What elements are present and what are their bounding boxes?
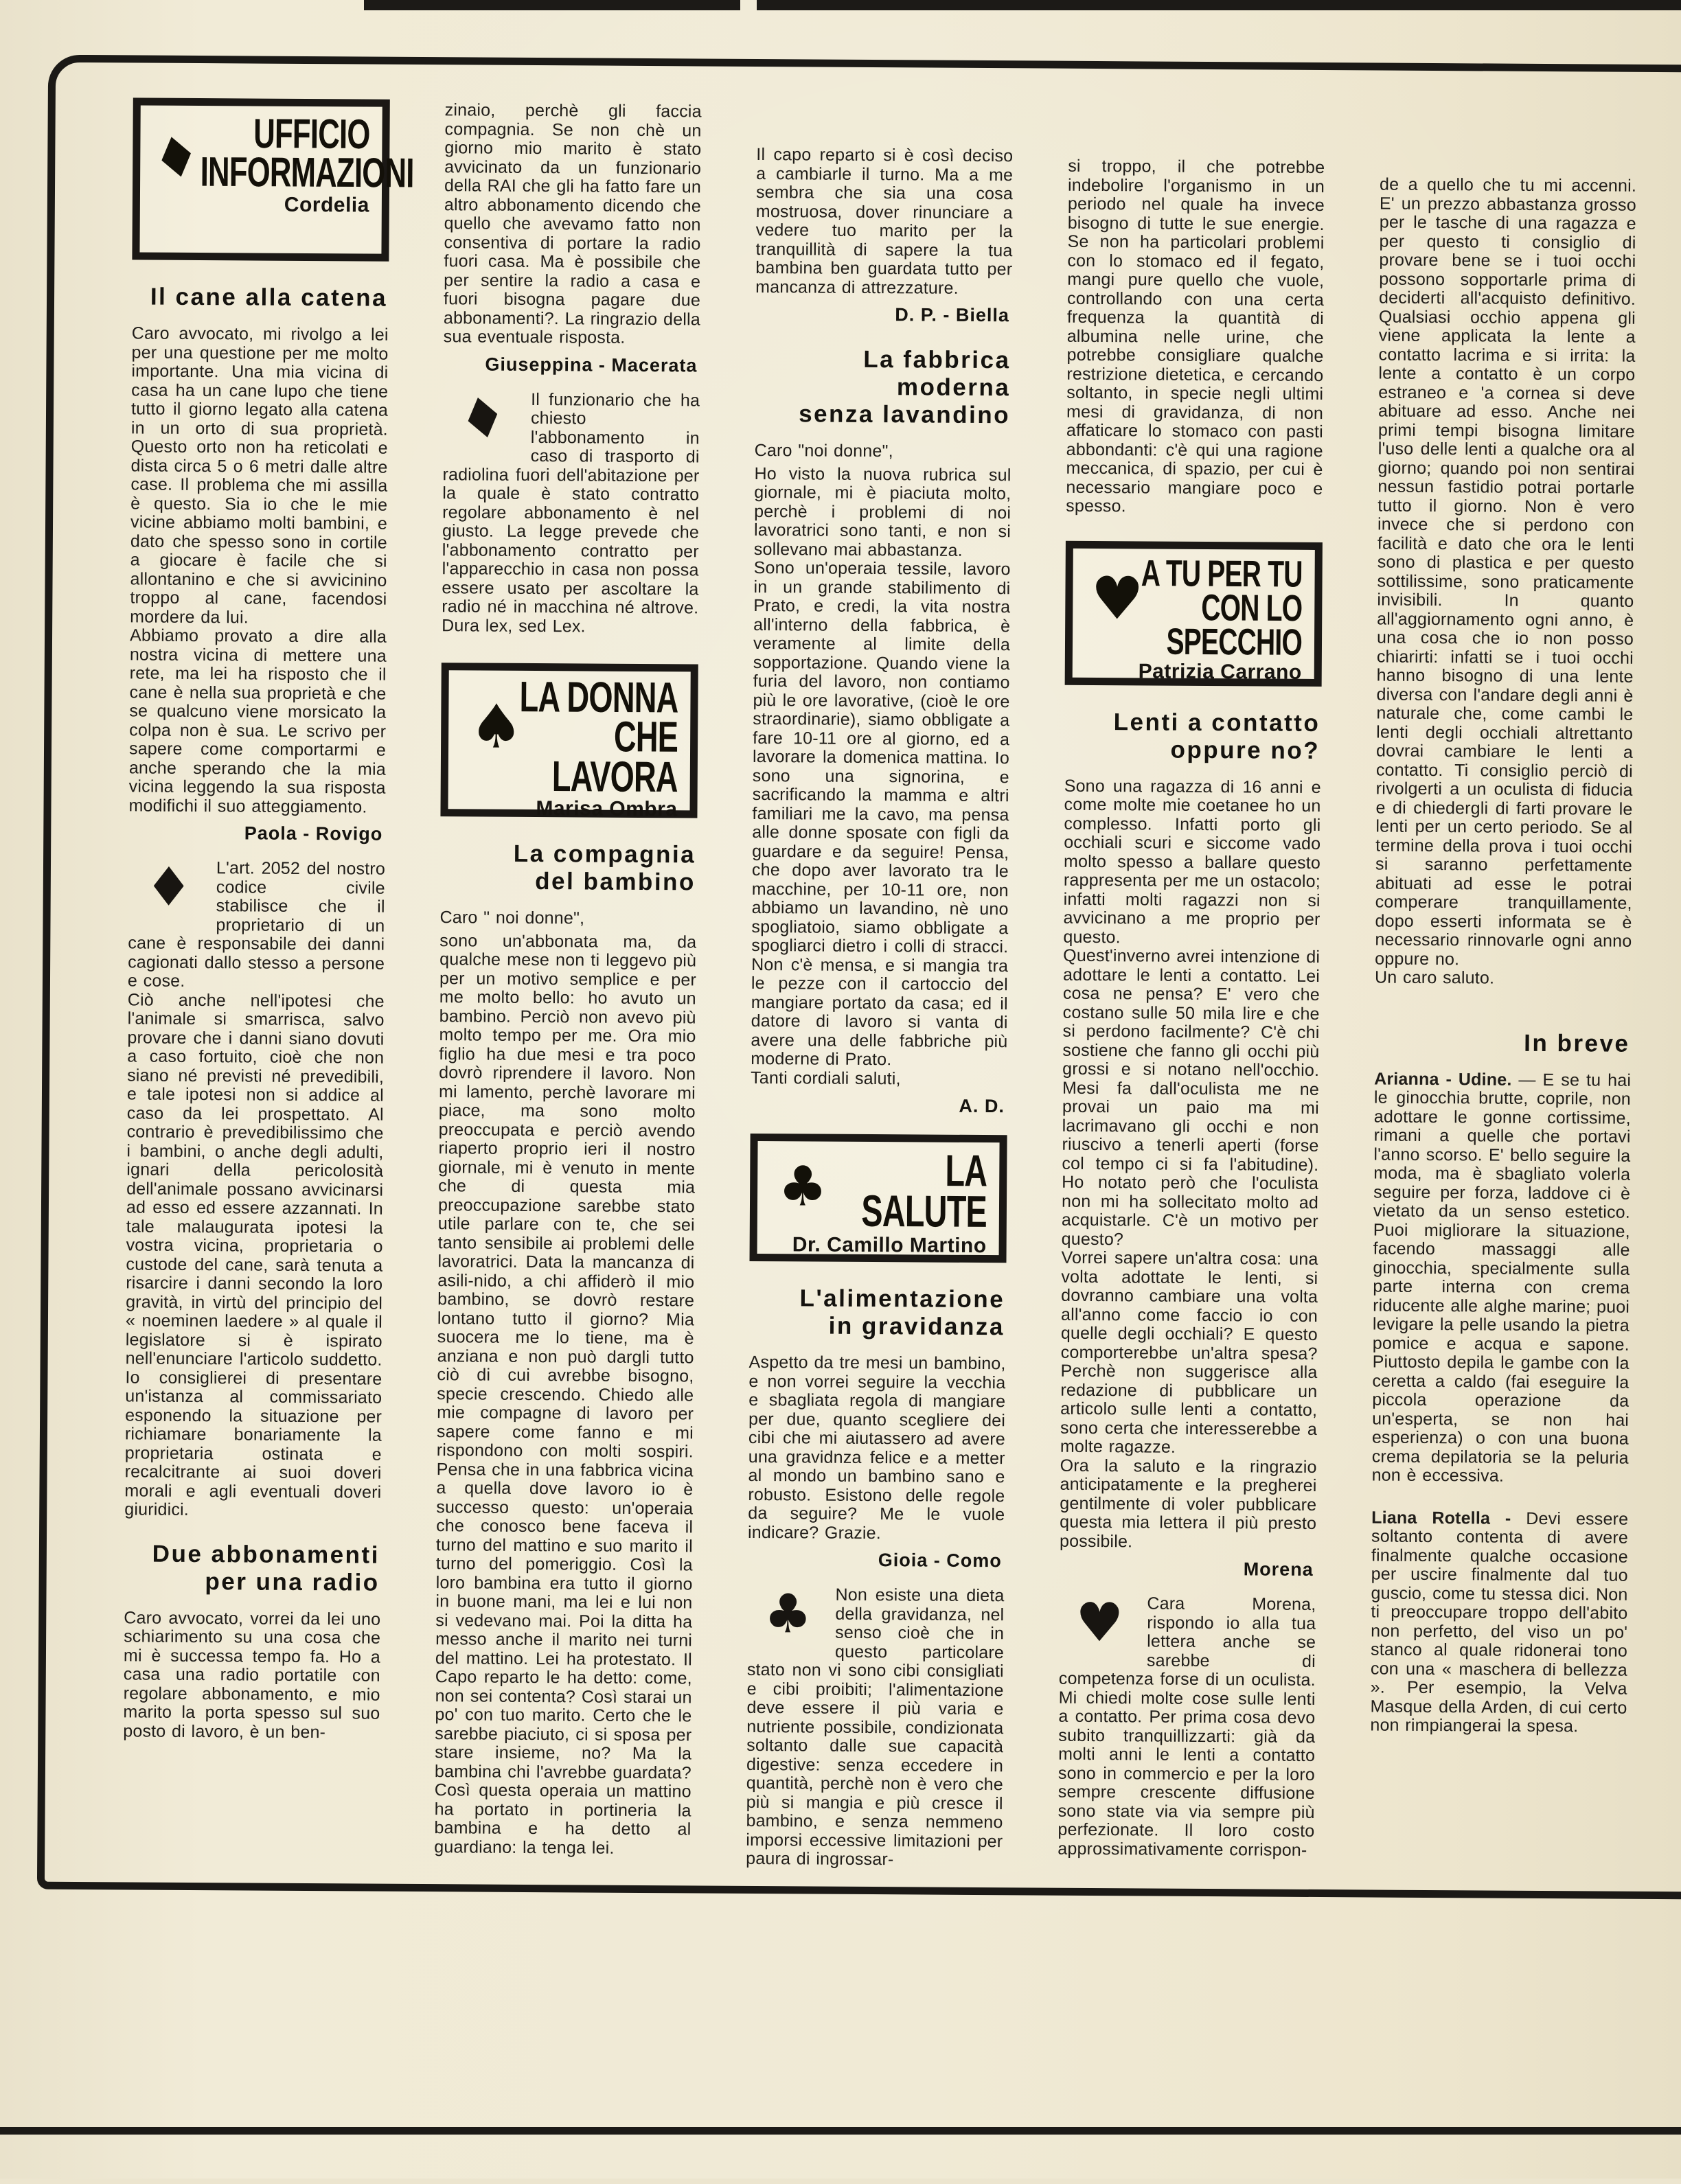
in-breve-item-liana-rotella (1370, 1508, 1628, 1736)
letter-lenti: Sono una ragazza di 16 anni e come molte mie coetanee ho un complesso. Infatti porto gli occhiali scuri e siccome vado molto spesso a ballare questo rappresenta per me un ostacolo; infatti molti ragazzi non si avvicinano a me proprio per questo. Quest'inverno avrei intenzione di adottare le lenti a contatto. Lei cosa ne pensa? E' vero che costano sulle 50 mila lire e che si perdono facilmente? C'è chi sostiene che fanno gli occhi più grossi e si notano nell'occhio. Mesi fa dall'oculista me ne provai un paio ma mi lacrimavano gli occhi e non riuscivo a tenerli aperti (forse col tempo ci si fa l'abitudine). Ho notato però che l'oculista non mi ha sollecitato molto ad acquistarle. C'è un motivo per questo? Vorrei sapere un'altra cosa: una volta adottate le lenti, si dovranno cambiare una volta all'anno come faccio io con quelle degli occhiali? E questo comporterebbe un'altra spesa? Perchè non suggerisce alla redazione di pubblicare un articolo sulle lenti a contatto, sono certa che interesserebbe a molte ragazze. Ora la saluto e la ringrazio anticipatamente e la pregherei gentilmente di voler pubblicare questa mia lettera il più presto possibile. (1059, 776, 1321, 1551)
reply-alimentazione (746, 1585, 1005, 1870)
in-breve-lead-liana-rotella: Liana Rotella - (1371, 1507, 1511, 1528)
section-title-specchio: A TU PER TU CON LO SPECCHIO (1141, 551, 1303, 663)
letter-radio-part2: zinaio, perchè gli faccia compagnia. Se non chè un giorno mio marito è stato avvicinato da un funzionario della RAI che gli ha fatto fare un altro abbonamento dicendo che quello che avevamo fatto non consentiva di portare la radio fuori casa. Ma è possibile che per sentire la radio a casa e fuori bisogna pagare due abbonamenti?. La ringrazio della sua eventuale risposta. (443, 100, 702, 347)
column-3 (746, 146, 1013, 1874)
section-byline-marisa-ombra: Marisa Ombra (536, 797, 678, 821)
reply-lenti (1057, 1591, 1316, 1860)
signature-ad: A. D. (959, 1095, 1005, 1117)
section-byline-cordelia: Cordelia (284, 193, 369, 217)
section-byline-camillo-martino: Dr. Camillo Martino (792, 1233, 987, 1258)
club-icon: ♣ (777, 1154, 828, 1219)
article-heading-compagnia: La compagnia del bambino (513, 840, 696, 896)
article-heading-radio: Due abbonamenti per una radio (152, 1540, 380, 1596)
reply-lenti-part2: de a quello che tu mi accenni. E' un prezzo abbastanza grosso per le tasche di una ragazza e per questo ti consiglio di provare bene se i tuoi occhi possono sopportarle prima di deciderti all'acquisto definitivo. Qualsiasi occhio appena gli viene applicata la lente a contatto lacrima e si irrita: la lente a contatto è un corpo estraneo e 'a cornea si deve abituare ad esso. Anche nei primi tempi bisogna limitare l'uso delle lenti a qualche ora al giorno; quando poi non sentirai nessun fastidio potrai portarle tutto il giorno. Non è vero invece che si perdono con facilità e dato che ora le lenti sono di plastica e per questo sottilissime, sono praticamente invisibili. In quanto all'aggiornamento ogni anno, è una cosa che io non posso chiarirti: infatti se i tuoi occhi hanno bisogno di una lente diversa con l'andare degli anni è naturale che, come cambi le lenti degli occhiali altrettanto dovrai cambiare le lenti a contatto. Ti consiglio perciò di rivolgerti a un oculista di fiducia e di chiedergli di farti provare le lenti per un certo periodo. Se al termine della prova i tuoi occhi si saranno perfettamente abituati ad esse le potrai comperare tranquillamente, dopo esserti informata se è necessario rinnovarle ogni anno oppure no. Un caro saluto. (1374, 174, 1637, 988)
article-heading-cane: Il cane alla catena (150, 283, 388, 312)
reply-lenti-part1: Cara Morena, rispondo io alla tua lettera anche se sarebbe di competenza forse di un oculista. Mi chiedi molte cose sulle lenti a contatto. Per prima cosa devo subito tranquillizzarti: già da molti anni le lenti a contatto sono in commercio e per la loro sempre crescente diffusione sono state via via sempre più perfezionate. Il loro costo approssimativamente corrispon- (1057, 1594, 1316, 1860)
section-heading-in-breve: In breve (1524, 1029, 1630, 1057)
in-breve-text-liana-rotella: Devi essere soltanto contenta di avere finalmente qualche occasione per uscire finalmente dal tuo guscio, come tu stessa dici. Non ti preoccupare troppo dell'abito non perfetto, del viso un po' stanco al quale ridonerai tono con una « maschera di bellezza ». Per esempio, la Velva Masque della Arden, di cui certo non rimpiangerai la spesa. (1370, 1508, 1629, 1736)
column-1 (123, 97, 414, 1746)
signature-paola-rovigo: Paola - Rovigo (244, 823, 383, 844)
spade-icon: ♠ (468, 691, 524, 762)
letter-radio-part1: Caro avvocato, vorrei da lei uno schiarimento su una cosa che mi è successa tempo fa. Ho a casa una radio portatile con regolare abbonamento, e mio marito la porta spesso sul suo posto di lavoro, è un ben- (123, 1607, 381, 1742)
diamond-icon: ♦ (146, 121, 208, 196)
letter-fabbrica: Ho visto la nuova rubrica sul giornale, mi è piaciuta molto, perchè i problemi di noi lavoratrici sono tanti, e non si sollevano mai abbastanza. Sono un'operaia tessile, lavoro in un grande stabilimento di Prato, e credi, la vita nostra all'interno della fabbrica, è veramente al limite della sopportazione. Quando viene la furia del lavoro, non contiamo più le ore lavorative, (cioè le ore straordinarie), siamo obbligate a fare 10-11 ore al giorno, ed a lavorare la domenica mattina. Io sono una signorina, e sacrificando la mamma e altri familiari me la cavo, ma pensa alle donne sposate con figli da guardare e da seguire! Pensa, che dopo aver lavorato tra le macchine, per 10-11 ore, non abbiamo un lavandino, nè uno spogliatoio, siamo obbligate a spogliarci dietro i colli di stracci. Non c'è mensa, e si mangia tra le pezze con il cartoccio del mangiare portato da casa; ed il datore di lavoro si vanta di avere una delle fabbriche più moderne di Prato. Tanti cordiali saluti, (751, 463, 1011, 1088)
article-heading-alimentazione: L'alimentazione in gravidanza (799, 1285, 1005, 1341)
letter-fabbrica-salutation: Caro "noi donne", (754, 440, 893, 461)
section-box-ufficio-informazioni (132, 97, 414, 261)
signature-morena: Morena (1243, 1559, 1314, 1580)
signature-giuseppina-macerata: Giuseppina - Macerata (485, 354, 698, 376)
in-breve-item-arianna (1372, 1070, 1632, 1486)
in-breve-lead-arianna: Arianna - Udine. (1374, 1068, 1512, 1090)
reply-cane (124, 858, 385, 1521)
article-heading-lenti: Lenti a contatto oppure no? (1113, 708, 1320, 764)
section-title-donna: LA DONNA CHE LAVORA (519, 673, 678, 801)
reply-alimentazione-part1: Non esiste una dieta della gravidanza, nel senso cioè che in questo particolare stato non vi sono cibi consigliati e cibi proibiti; l'alimentazione deve essere il più varia e nutriente possibile, condizionata soltanto dalle sue capacità digestive: senza eccedere in quantità, perchè non è vero che più si mangia e più cresce il bambino, e senza nemmeno imporsi eccessive limitazioni per paura di ingrossar- (746, 1585, 1005, 1870)
signature-dp-biella: D. P. - Biella (895, 304, 1010, 326)
reply-cane-text: L'art. 2052 del nostro codice civile stabilisce che il proprietario di un cane è responsabile dei danni cagionati dallo stesso a persone e cose. Ciò anche nell'ipotesi che l'animale si smarrisca, salvo provare che i danni siano dovuti a caso fortuito, cioè che non siano né previsti né prevedibili, e tale ipotesi non si addice al caso da lei prospettato. Al contrario è prevedibilissimo che i bambini, o anche degli adulti, ignari della pericolosità dell'animale possano avvicinarsi ad esso ed essere azzannati. In tale malaugurata ipotesi la vostra vicina, proprietaria o custode del cane, sarà tenuta a risarcire i danni secondo la loro gravità, in virtù del principio del « noeminen laedere » al quale il legislatore si è ispirato nell'enunciare l'articolo suddetto. Io consiglierei di presentare un'istanza al commissariato esponendo la situazione per richiamare bonariamente la proprietaria ostinata e recalcitrante ai suoi doveri morali e agli eventuali doveri giuridici. (124, 858, 386, 1519)
heart-icon: ♥ (1090, 564, 1144, 633)
letter-alimentazione: Aspetto da tre mesi un bambino, e non vorrei seguire la vecchia e sbagliata regola di mangiare per due, quanto scegliere dei cibi che mi aiutassero ad avere una gravidnza felice e a metter al mondo un bambino sano e robusto. Esistono delle regole da seguire? Me le vuole indicare? Grazie. (748, 1352, 1006, 1543)
in-breve-text-arianna: — E se tu hai le ginocchia brutte, coprile, non adottare le gonne cortissime, rimani a quelle che portavi l'anno scorso. E' bello seguire la moda, ma è sbagliato volerla seguire per forza, laddove ci è vietato da un senso estetico. Puoi migliorare la situazione, facendo massaggi alle ginocchia, specialmente sulla parte interna con crema riducente alle alghe marine; puoi levigare la pelle usando la pietra pomice e acqua e sapone. Piuttosto depila le gambe con la ceretta a caldo (fai eseguire la piccola operazione da un'esperta, se non hai esperienza) o con una buona crema depilatoria se la peluria non è eccessiva. (1371, 1070, 1632, 1486)
club-icon: ♣ (764, 1583, 812, 1646)
letter-compagnia-salutation: Caro " noi donne", (439, 908, 585, 928)
reply-radio-text: Il funzionario che ha chiesto l'abbonamento in caso di trasporto di radiolina fuori dell'abitazione per la quale è stato contratto regolare abbonamento è nel giusto. La legge prevede che l'abbonamento contratto per l'apparecchio in casa non possa essere usato per ascoltare la radio né in macchina né altrove. Dura lex, sed Lex. (442, 389, 700, 636)
signature-gioia-como: Gioia - Como (878, 1550, 1002, 1572)
section-box-la-salute (750, 1134, 1007, 1263)
diamond-icon: ♦ (452, 381, 514, 457)
reply-radio (442, 381, 700, 637)
section-title-salute: LA SALUTE (861, 1145, 987, 1237)
section-box-la-donna-che-lavora (440, 663, 698, 821)
reply-alimentazione-part2: si troppo, il che potrebbe indebolire l'organismo in un periodo nel quale ha invece bisogno di tutte le sue energie. Se non ha particolari problemi con lo stomaco ed il fegato, mangi pure quello che vuole, controllando con una certa frequenza la quantità di albumina nelle urine, che potrebbe consigliare qualche restrizione dietetica, e cercando soltanto, in specie negli ultimi mesi di gravidanza, di non affaticare lo stomaco con pasti abbondanti: c'è qui una ragione meccanica, di spazio, per cui è necessario mangiare poco e spesso. (1066, 156, 1325, 516)
article-heading-fabbrica: La fabbrica moderna senza lavandino (799, 345, 1011, 429)
column-5 (1370, 176, 1636, 1760)
section-byline-patrizia-carrano: Patrizia Carrano (1138, 659, 1302, 684)
letter-compagnia-part1: sono un'abbonata ma, da qualche mese non ti leggevo più per un motivo semplice e per me molto bello: ho avuto un bambino. Perciò non avevo più molto tempo per me. Ora mio figlio ha due mesi e tra poco dovrò riprendere il lavoro. Non mi lamento, perchè lavorare mi piace, ma sono molto preoccupata e perciò avendo riaperto proprio ieri il nostro giornale, mi è venuto in mente che di questa mia preoccupazione sarebbe stato utile parlare con te, che sei tanto sensibile ai problemi delle lavoratrici. Data la mancanza di asili-nido, a chi affiderò il mio bambino, se dovrò restare lontano tutto il giorno? Mia suocera me lo tiene, ma è anziana e non può dargli tutto ciò di cui avrebbe bisogno, specie crescendo. Chiedo alle mie compagne di lavoro per sapere come fanno e mi rispondono con molti sospiri. Pensa che in una fabbrica vicina a quella dove lavoro io è successo questo: un'operaia che conosco bene faceva il turno del mattino e suo marito il turno del pomeriggio. Così la loro bambina era tutto il giorno in buone mani, ma lei e lui non si vedevano mai. Poi la ditta ha messo anche il marito nei turni del mattino. Lei ha protestato. Il Capo reparto le ha detto: come, non sei contenta? Così starai un po' con tuo marito. Certo che le sarebbe piaciuto, ci si sposa per stare insieme, no? Ma la bambina chi l'avrebbe guardata? Così questa operaia un mattino ha portato in portineria la bambina e ha detto al guardiano: la tenga lei. (434, 930, 697, 1858)
letter-cane: Caro avvocato, mi rivolgo a lei per una questione per me molto importante. Una mia vicina di casa ha un cane lupo che tiene tutto il giorno legato alla catena in un orto di sua proprietà. Questo orto non ha reticolati e dista circa 5 o 6 metri dalle altre case. Il problema che mi assilla è questo. Sia io che le mie vicine abbiamo molti bambini, e dato che spesso sono in cortile a giocare è facile che si allontanino e che si avvicinino troppo al cane, facendosi mordere da lui. Abbiamo provato a dire alla nostra vicina di mettere una rete, ma lei ha risposto che il cane è nella sua proprietà e che se qualcuno viene morsicato la colpa non è sua. Le scrivo per sapere come comportarmi e anche sperando che la mia vicina leggendo la sua risposta modifichi il suo atteggiamento. (128, 323, 389, 817)
section-title-ufficio: UFFICIO INFORMAZIONI (200, 109, 414, 196)
column-4 (1057, 157, 1325, 1864)
section-box-a-tu-per-tu (1065, 540, 1323, 686)
letter-compagnia-part2: Il capo reparto si è così deciso a cambiarle il turno. Ma a me sembra che sia una cosa mostruosa, dover rinunciare a vedere tuo marito per la tranquillità di sapere la tua bambina ben guardata tutto per mancanza di attrezzature. (755, 144, 1014, 298)
heart-icon: ♥ (1075, 1591, 1124, 1655)
column-2 (434, 101, 702, 1862)
diamond-icon: ♦ (144, 856, 194, 919)
